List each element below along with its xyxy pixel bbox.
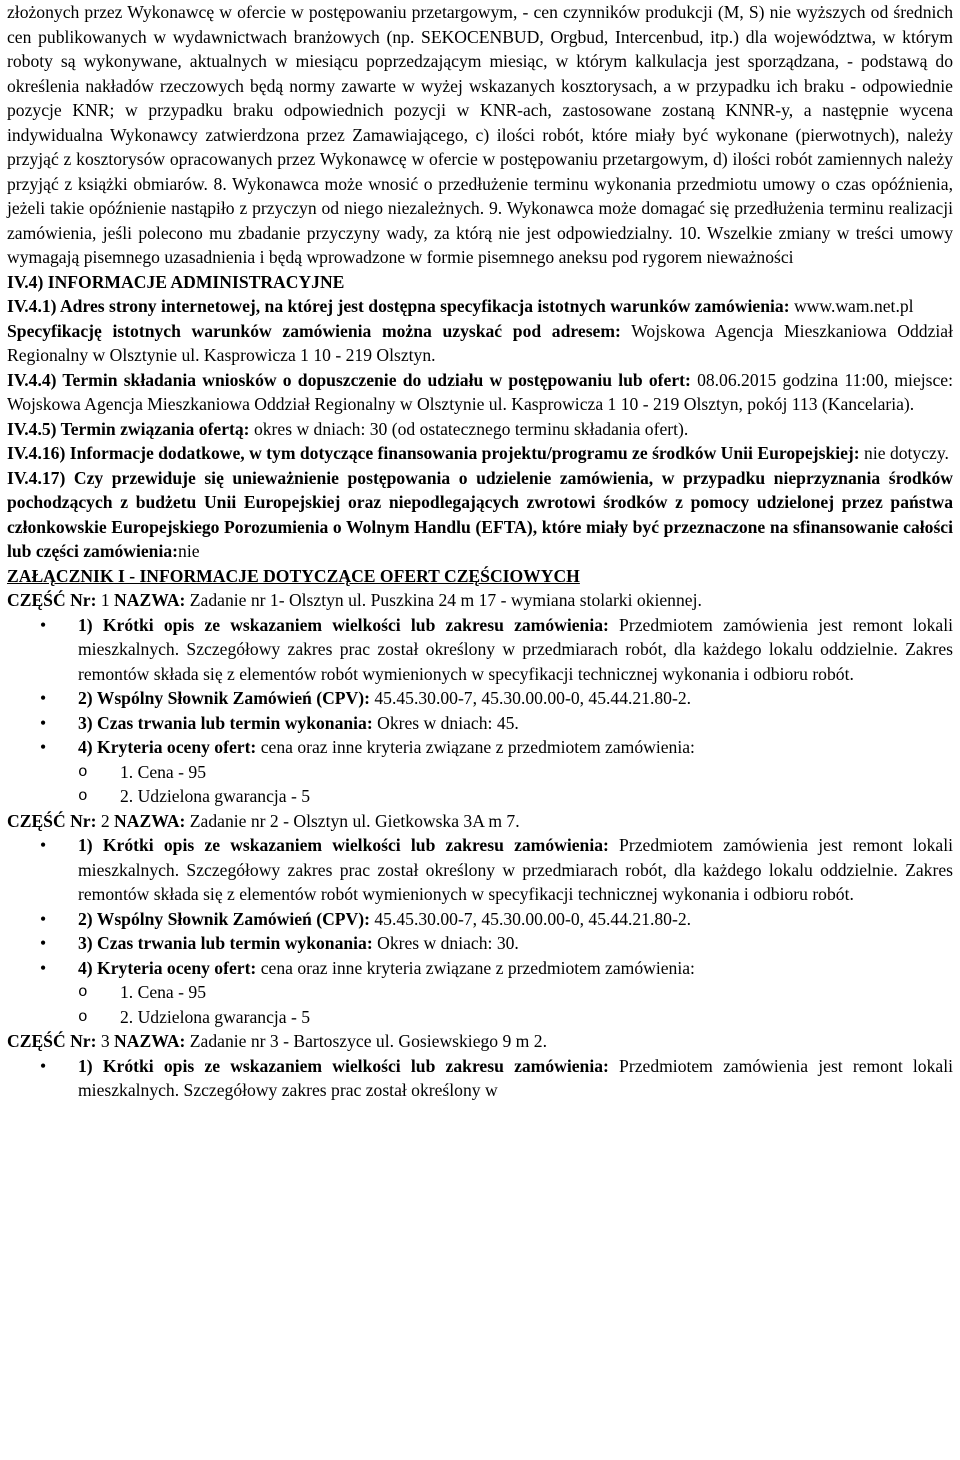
criteria-list bbox=[78, 980, 953, 1029]
list-item: • 2) Wspólny Słownik Zamówień (CPV): 45.45.30.00-7, 45.30.00.00-0, 45.44.21.80-2. bbox=[78, 686, 953, 711]
part-header: CZĘŚĆ Nr: 3 NAZWA: Zadanie nr 3 - Bartoszyce ul. Gosiewskiego 9 m 2. bbox=[7, 1031, 547, 1051]
specification-address-paragraph bbox=[7, 319, 953, 368]
section-heading-iv4: IV.4) INFORMACJE ADMINISTRACYJNE bbox=[7, 271, 345, 292]
list-item: • 4) Kryteria oceny ofert: cena oraz inne kryteria związane z przedmiotem zamówienia: o 1. Cena - 95 o 2. Udzielona gwarancja - 5 bbox=[78, 735, 953, 809]
annulment-paragraph bbox=[7, 466, 953, 564]
part-header: CZĘŚĆ Nr: 1 NAZWA: Zadanie nr 1- Olsztyn ul. Puszkina 24 m 17 - wymiana stolarki okiennej. bbox=[7, 590, 702, 610]
criteria-list bbox=[78, 760, 953, 809]
field-label: IV.4.16) Informacje dodatkowe, w tym dotyczące finansowania projektu/programu ze środków Unii Europejskiej: bbox=[7, 443, 860, 463]
list-item: • 1) Krótki opis ze wskazaniem wielkości lub zakresu zamówienia: Przedmiotem zamówienia jest remont lokali mieszkalnych. Szczegółowy zakres prac został określony w bbox=[78, 1054, 953, 1103]
field-value: nie dotyczy. bbox=[859, 443, 949, 463]
criteria-item: o 1. Cena - 95 bbox=[120, 980, 953, 1005]
annex-heading: ZAŁĄCZNIK I - INFORMACJE DOTYCZĄCE OFERT CZĘŚCIOWYCH bbox=[7, 565, 580, 586]
intro-paragraph: złożonych przez Wykonawcę w ofercie w postępowaniu przetargowym, - cen czynników produkcji (M, S) nie wyższych od średnich cen publikowanych w wydawnictwach branżowych (np. SEKOCENBUD, Orgbud, Intercenbud, itp.) dla województwa, w którym roboty są wykonywane, aktualnych w miesiącu poprzedzającym miesiąc, w którym kalkulacja jest sporządzana, - podstawą do określenia nakładów rzeczowych będą normy zawarte w wyżej wskazanych kosztorysach, a w przypadku ich braku - odpowiednie pozycje KNR; w przypadku braku odpowiednich pozycji w KNR-ach, zastosowane zostaną KNNR-y, a następnie wycena indywidualna Wykonawcy zatwierdzona przez Zamawiającego, c) ilości robót, które miały być wykonane (pierwotnych), należy przyjąć z kosztorysów opracowanych przez Wykonawcę w ofercie w postępowaniu przetargowym, d) ilości robót zamiennych należy przyjąć z książki obmiarów. 8. Wykonawca może wnosić o przedłużenie terminu wykonania przedmiotu umowy o czas opóźnienia, jeżeli takie opóźnienie nastąpiło z przyczyn od niego niezależnych. 9. Wykonawca może domagać się przedłużenia terminu realizacji zamówienia, jeśli polecono mu zbadanie przyczyny wady, za którą nie jest odpowiedzialny. 10. Wszelkie zmiany w treści umowy wymagają pisemnego uzasadnienia i będą wprowadzone w formie pisemnego aneksu pod rygorem nieważności bbox=[7, 2, 953, 267]
criteria-item: o 2. Udzielona gwarancja - 5 bbox=[120, 1005, 953, 1030]
binding-period-paragraph bbox=[7, 417, 953, 442]
criteria-item: o 2. Udzielona gwarancja - 5 bbox=[120, 784, 953, 809]
field-value: 08.06.2015 godzina 11:00, miejsce: Wojskowa Agencja Mieszkaniowa Oddział Regionalny w Olsztynie ul. Kasprowicza 1 10 - 219 Olsztyn, pokój 113 (Kancelaria). bbox=[7, 369, 953, 414]
list-item: • 2) Wspólny Słownik Zamówień (CPV): 45.45.30.00-7, 45.30.00.00-0, 45.44.21.80-2. bbox=[78, 907, 953, 932]
list-item: • 4) Kryteria oceny ofert: cena oraz inne kryteria związane z przedmiotem zamówienia: o 1. Cena - 95 o 2. Udzielona gwarancja - 5 bbox=[78, 956, 953, 1030]
field-label: IV.4.17) Czy przewiduje się unieważnienie postępowania o udzielenie zamówienia, w przypadku nieprzyznania środków pochodzących z budżetu Unii Europejskiej oraz niepodlegających zwrotowi środków z pomocy udzielonej przez państwa członkowskie Europejskiego Porozumienia o Wolnym Handlu (EFTA), które miały być przeznaczone na sfinansowanie całości lub części zamówienia: bbox=[7, 467, 953, 561]
field-value: Wojskowa Agencja Mieszkaniowa Oddział Regionalny w Olsztynie ul. Kasprowicza 1 10 - 219 Olsztyn. bbox=[7, 320, 953, 365]
criteria-item: o 1. Cena - 95 bbox=[120, 760, 953, 785]
list-item: • 1) Krótki opis ze wskazaniem wielkości lub zakresu zamówienia: Przedmiotem zamówienia jest remont lokali mieszkalnych. Szczegółowy zakres prac został określony w przedmiarach robót, dla każdego lokalu oddzielnie. Zakres remontów składa się z elementów robót wymienionych w specyfikacji technicznej wykonania i odbioru robót. bbox=[78, 833, 953, 907]
field-value: nie bbox=[178, 541, 200, 561]
field-label: IV.4.4) Termin składania wniosków o dopuszczenie do udziału w postępowaniu lub ofert: bbox=[7, 369, 691, 390]
list-item: • 3) Czas trwania lub termin wykonania: Okres w dniach: 45. bbox=[78, 711, 953, 736]
part-details-list bbox=[7, 613, 953, 809]
list-item: • 1) Krótki opis ze wskazaniem wielkości lub zakresu zamówienia: Przedmiotem zamówienia jest remont lokali mieszkalnych. Szczegółowy zakres prac został określony w przedmiarach robót, dla każdego lokalu oddzielnie. Zakres remontów składa się z elementów robót wymienionych w specyfikacji technicznej wykonania i odbioru robót. bbox=[78, 613, 953, 687]
field-label: IV.4.1) Adres strony internetowej, na której jest dostępna specyfikacja istotnych warunków zamówienia: bbox=[7, 296, 790, 316]
part-details-list bbox=[7, 1054, 953, 1103]
additional-info-paragraph bbox=[7, 441, 953, 466]
part-header: CZĘŚĆ Nr: 2 NAZWA: Zadanie nr 2 - Olsztyn ul. Gietkowska 3A m 7. bbox=[7, 810, 520, 831]
field-value: okres w dniach: 30 (od ostatecznego terminu składania ofert). bbox=[249, 418, 689, 439]
submission-deadline-paragraph bbox=[7, 368, 953, 417]
part-details-list bbox=[7, 833, 953, 1029]
field-label: Specyfikację istotnych warunków zamówienia można uzyskać pod adresem: bbox=[7, 320, 621, 341]
specification-url-paragraph bbox=[7, 294, 953, 319]
list-item: • 3) Czas trwania lub termin wykonania: Okres w dniach: 30. bbox=[78, 931, 953, 956]
field-label: IV.4.5) Termin związania ofertą: bbox=[7, 418, 250, 439]
field-value: www.wam.net.pl bbox=[789, 296, 914, 316]
